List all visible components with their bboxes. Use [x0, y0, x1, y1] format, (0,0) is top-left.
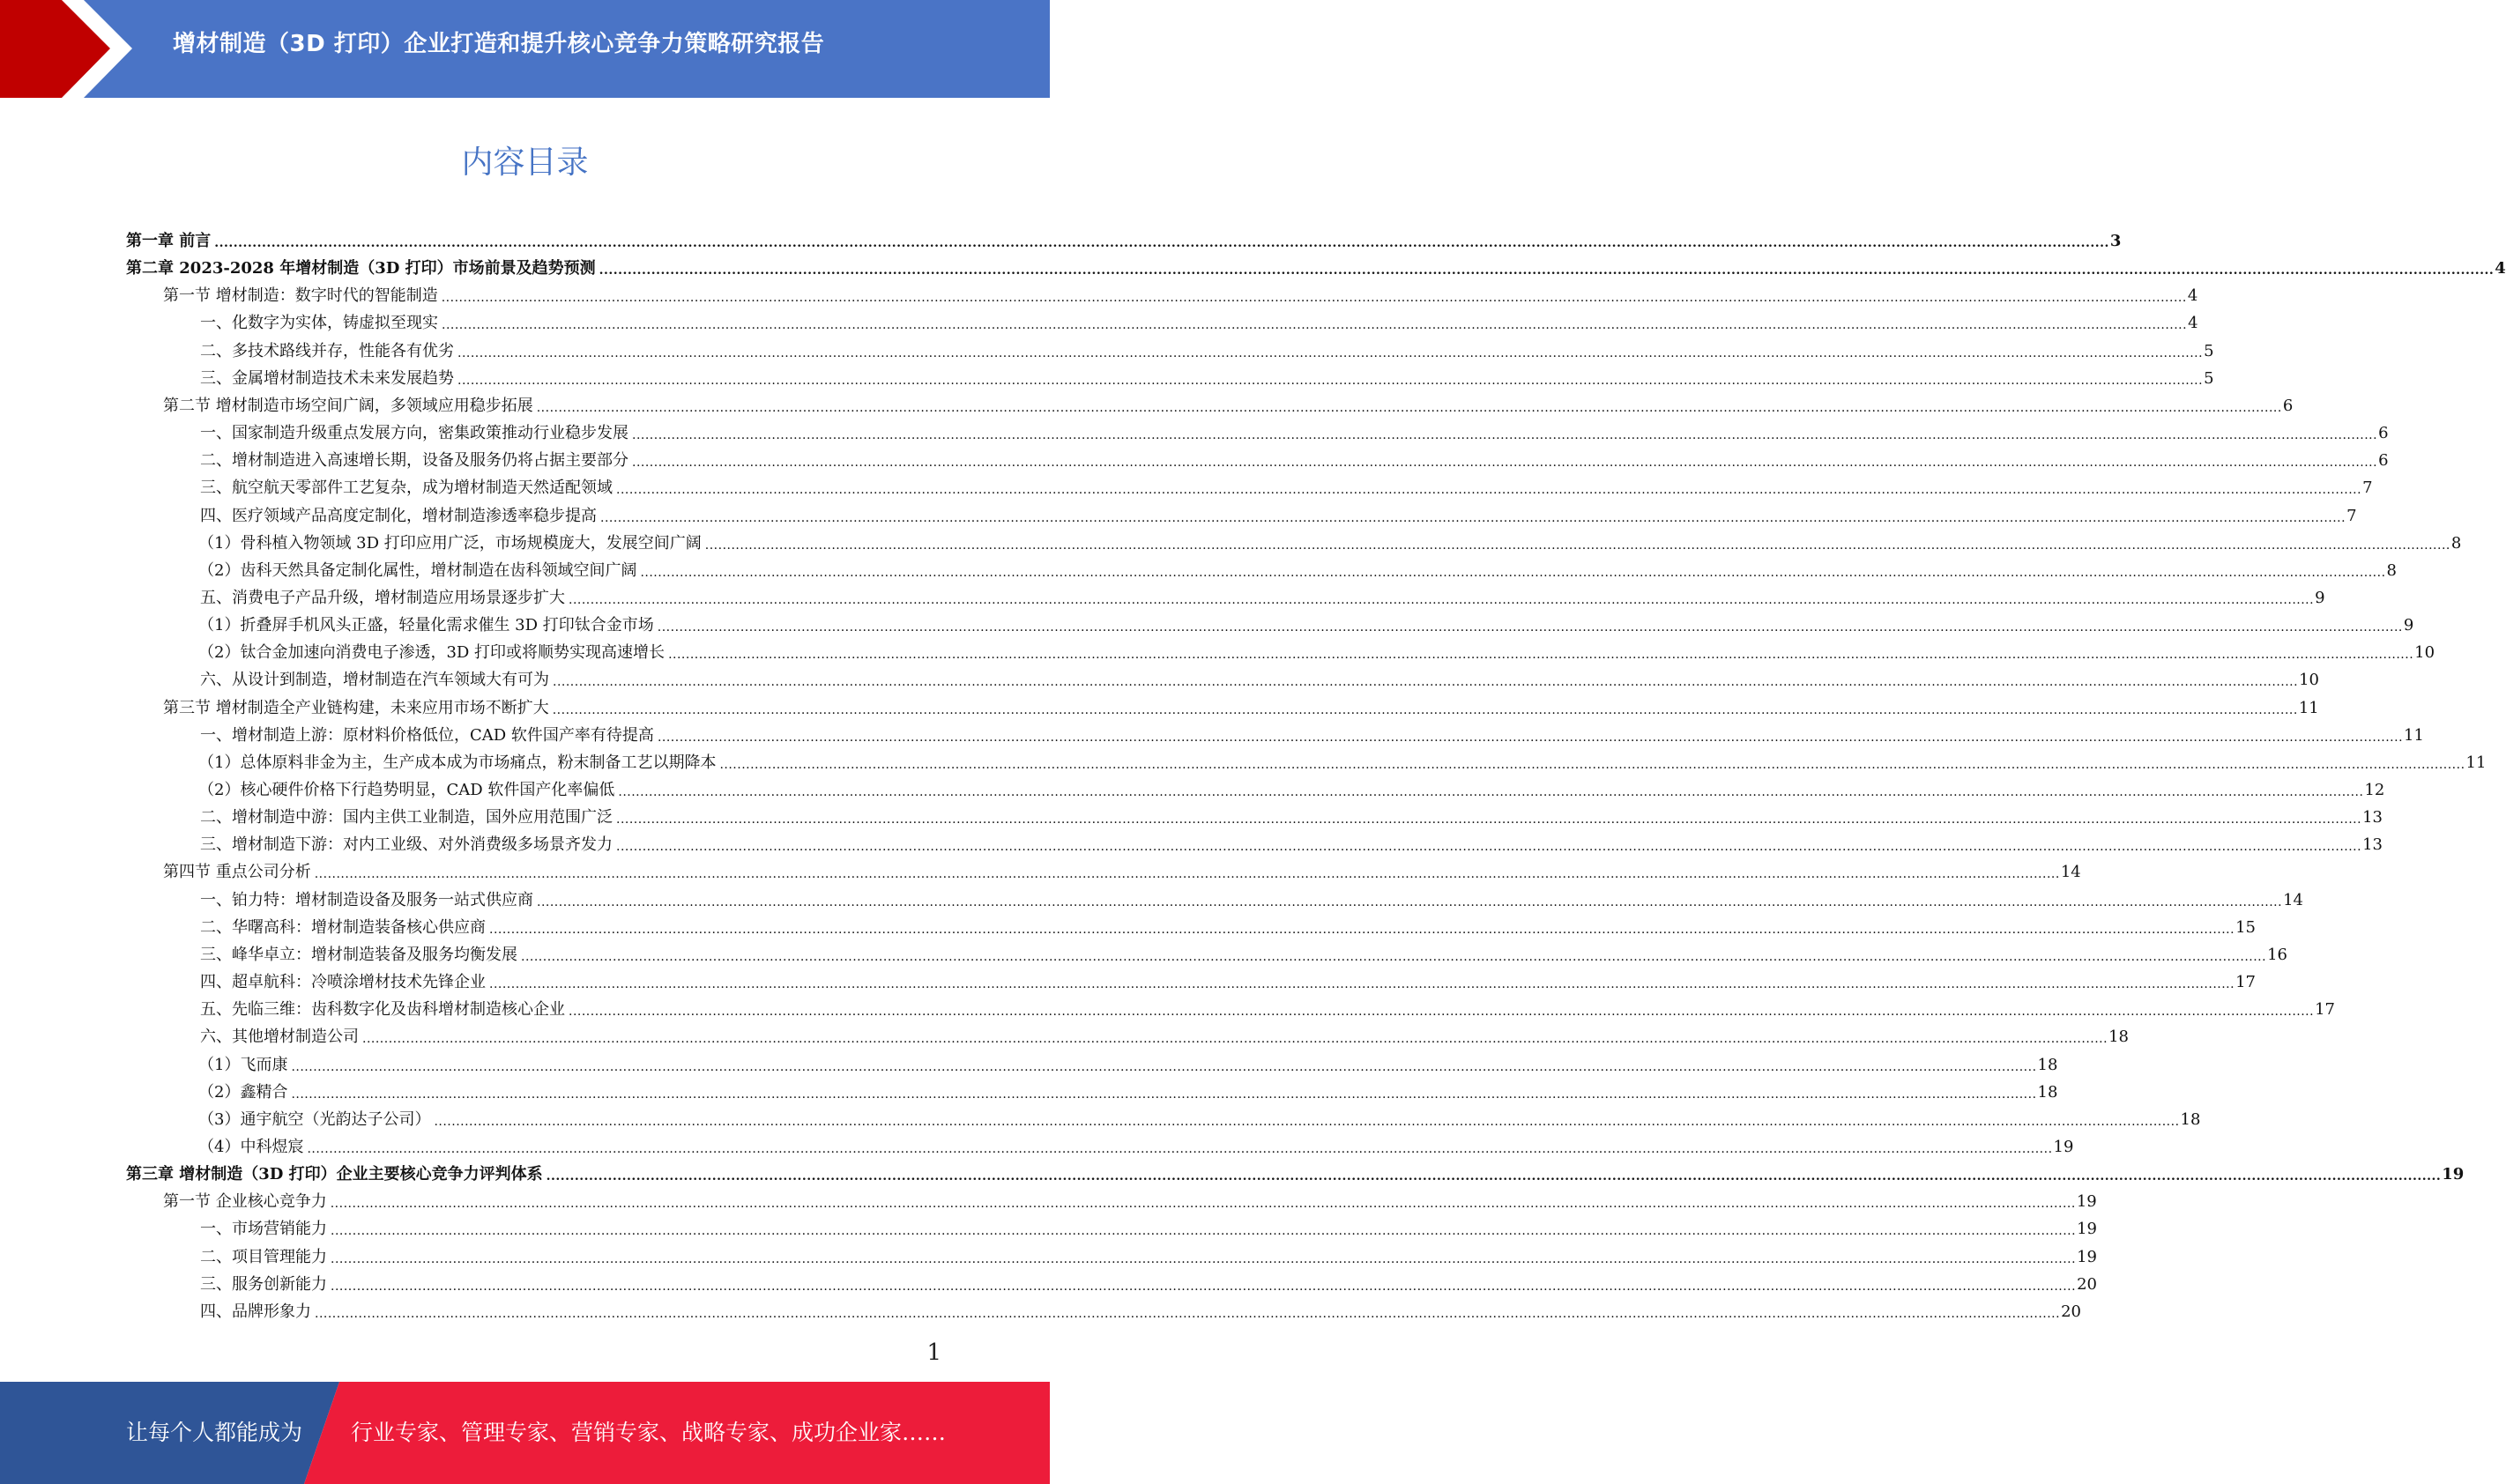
toc-leader-dots: ................................................................................................................................................................................................................................................................................................................................................................................................................ [546, 1169, 2442, 1184]
toc-leader-dots: ................................................................................................................................................................................................................................................................................................................................................................................................................ [618, 785, 2364, 799]
toc-entry[interactable] [126, 1295, 2081, 1322]
toc-entry-label: 四、超卓航科：冷喷涂增材技术先锋企业 [200, 973, 486, 992]
toc-entry[interactable] [126, 938, 2287, 965]
toc-entry[interactable] [126, 1075, 2058, 1102]
toc-leader-dots: ................................................................................................................................................................................................................................................................................................................................................................................................................ [616, 483, 2362, 498]
toc-entry-page: 15 [2235, 917, 2256, 937]
toc-entry-page: 10 [2299, 671, 2319, 690]
toc-entry-page: 16 [2267, 945, 2287, 964]
footer-slogan-left: 让每个人都能成为 [126, 1420, 303, 1445]
page-number: 1 [926, 1339, 941, 1366]
toc-entry-page: 18 [2108, 1028, 2129, 1047]
toc-leader-dots: ................................................................................................................................................................................................................................................................................................................................................................................................................ [719, 757, 2465, 772]
toc-leader-dots: ................................................................................................................................................................................................................................................................................................................................................................................................................ [616, 812, 2362, 827]
toc-entry-label: （1）骨科植入物领域 3D 打印应用广泛，市场规模庞大，发展空间广阔 [198, 533, 702, 553]
toc-entry-page: 17 [2235, 973, 2256, 992]
toc-entry-label: （1）总体原料非金为主，生产成本成为市场痛点，粉末制备工艺以期降本 [198, 753, 717, 772]
toc-entry-label: 一、化数字为实体，铸虚拟至现实 [200, 314, 438, 333]
toc-entry[interactable] [126, 800, 2383, 827]
toc-entry-label: 二、项目管理能力 [200, 1247, 327, 1266]
toc-entry-label: 二、增材制造进入高速增长期，设备及服务仍将占据主要部分 [200, 451, 628, 471]
toc-entry[interactable] [126, 965, 2256, 992]
toc-entry-label: 六、从设计到制造，增材制造在汽车领域大有可为 [200, 671, 549, 690]
toc-entry-page: 11 [2404, 725, 2424, 745]
toc-heading: 内容目录 [461, 145, 589, 181]
toc-leader-dots: ................................................................................................................................................................................................................................................................................................................................................................................................................ [632, 428, 2378, 443]
toc-entry-label: 三、服务创新能力 [200, 1274, 327, 1294]
toc-entry-page: 3 [2109, 232, 2122, 250]
toc-entry[interactable] [126, 1130, 2074, 1157]
toc-entry-page: 19 [2077, 1220, 2097, 1239]
toc-entry-label: 第三节 增材制造全产业链构建，未来应用市场不断扩大 [163, 698, 549, 717]
toc-leader-dots: ................................................................................................................................................................................................................................................................................................................................................................................................................ [552, 702, 2298, 717]
toc-entry-page: 10 [2414, 643, 2435, 663]
toc-entry-page: 17 [2315, 1000, 2335, 1020]
toc-entry[interactable] [126, 1157, 2465, 1184]
toc-entry-label: 五、先临三维：齿科数字化及齿科增材制造核心企业 [200, 1000, 565, 1020]
toc-leader-dots: ................................................................................................................................................................................................................................................................................................................................................................................................................ [291, 1059, 2037, 1074]
toc-entry-label: （1）飞而康 [198, 1055, 288, 1074]
toc-entry-label: 第一节 企业核心竞争力 [163, 1192, 327, 1212]
toc-entry-label: （4）中科煜宸 [198, 1137, 304, 1156]
toc-leader-dots: ................................................................................................................................................................................................................................................................................................................................................................................................................ [457, 345, 2204, 360]
toc-entry-page: 5 [2204, 368, 2214, 388]
toc-entry[interactable] [126, 499, 2357, 526]
toc-leader-dots: ................................................................................................................................................................................................................................................................................................................................................................................................................ [331, 1224, 2077, 1239]
toc-entry-page: 4 [2187, 286, 2198, 306]
toc-leader-dots: ................................................................................................................................................................................................................................................................................................................................................................................................................ [599, 263, 2495, 278]
toc-entry[interactable] [126, 746, 2487, 773]
toc-entry[interactable] [126, 773, 2385, 800]
toc-leader-dots: ................................................................................................................................................................................................................................................................................................................................................................................................................ [489, 977, 2235, 992]
toc-entry-label: （3）通宇航空（光韵达子公司） [198, 1109, 431, 1129]
toc-entry-label: 一、铂力特：增材制造设备及服务一站式供应商 [200, 890, 533, 909]
toc-leader-dots: ................................................................................................................................................................................................................................................................................................................................................................................................................ [536, 400, 2282, 415]
report-title: 增材制造（3D 打印）企业打造和提升核心竞争力策略研究报告 [173, 31, 825, 57]
toc-leader-dots: ................................................................................................................................................................................................................................................................................................................................................................................................................ [569, 1005, 2315, 1020]
toc-entry[interactable] [126, 224, 2122, 251]
toc-entry-page: 7 [2362, 479, 2373, 498]
toc-entry[interactable] [126, 361, 2214, 389]
toc-entry-page: 11 [2298, 698, 2319, 717]
toc-leader-dots: ................................................................................................................................................................................................................................................................................................................................................................................................................ [537, 894, 2283, 909]
toc-entry[interactable] [126, 471, 2373, 498]
toc-leader-dots: ................................................................................................................................................................................................................................................................................................................................................................................................................ [434, 1114, 2180, 1129]
toc-entry[interactable] [126, 306, 2198, 333]
toc-leader-dots: ................................................................................................................................................................................................................................................................................................................................................................................................................ [307, 1141, 2053, 1156]
toc-entry[interactable] [126, 1184, 2097, 1212]
toc-leader-dots: ................................................................................................................................................................................................................................................................................................................................................................................................................ [657, 620, 2403, 635]
toc-entry-label: （2）核心硬件价格下行趋势明显，CAD 软件国产化率偏低 [198, 781, 615, 799]
toc-entry-page: 9 [2403, 616, 2414, 635]
toc-entry-page: 20 [2077, 1274, 2097, 1294]
toc-leader-dots: ................................................................................................................................................................................................................................................................................................................................................................................................................ [291, 1087, 2037, 1102]
toc-entry-label: 三、峰华卓立：增材制造装备及服务均衡发展 [200, 945, 517, 964]
toc-entry-page: 18 [2037, 1055, 2058, 1074]
toc-leader-dots: ................................................................................................................................................................................................................................................................................................................................................................................................................ [489, 922, 2235, 937]
toc-leader-dots: ................................................................................................................................................................................................................................................................................................................................................................................................................ [600, 510, 2346, 525]
toc-entry-page: 9 [2315, 588, 2325, 607]
toc-leader-dots: ................................................................................................................................................................................................................................................................................................................................................................................................................ [214, 236, 2109, 250]
toc-entry-label: 四、品牌形象力 [200, 1302, 311, 1321]
toc-entry-label: 一、增材制造上游：原材料价格低位，CAD 软件国产率有待提高 [200, 725, 654, 745]
toc-entry[interactable] [126, 1267, 2097, 1295]
footer-slogan-right: 行业专家、管理专家、营销专家、战略专家、成功企业家…… [351, 1420, 947, 1445]
toc-leader-dots: ................................................................................................................................................................................................................................................................................................................................................................................................................ [362, 1032, 2108, 1047]
toc-entry[interactable] [126, 416, 2389, 443]
toc-entry[interactable] [126, 553, 2397, 581]
toc-entry[interactable] [126, 608, 2414, 635]
toc-leader-dots: ................................................................................................................................................................................................................................................................................................................................................................................................................ [632, 456, 2378, 471]
toc-entry[interactable] [126, 1212, 2097, 1239]
toc-entry[interactable] [126, 691, 2319, 718]
toc-entry-label: 第三章 增材制造（3D 打印）企业主要核心竞争力评判体系 [126, 1165, 543, 1184]
toc-entry[interactable] [126, 635, 2435, 663]
toc-leader-dots: ................................................................................................................................................................................................................................................................................................................................................................................................................ [442, 318, 2188, 333]
toc-entry-page: 14 [2060, 863, 2081, 882]
toc-entry-label: 第一节 增材制造：数字时代的智能制造 [163, 286, 438, 306]
toc-entry-label: （2）钛合金加速向消费电子渗透，3D 打印或将顺势实现高速增长 [198, 643, 666, 663]
toc-entry-page: 19 [2076, 1192, 2097, 1212]
toc-entry-page: 6 [2378, 451, 2389, 471]
toc-entry[interactable] [126, 526, 2462, 553]
toc-entry-label: （2）齿科天然具备定制化属性，增材制造在齿科领域空间广阔 [198, 560, 637, 580]
toc-entry[interactable] [126, 883, 2303, 910]
toc-entry[interactable] [126, 581, 2325, 608]
toc-leader-dots: ................................................................................................................................................................................................................................................................................................................................................................................................................ [331, 1251, 2077, 1266]
toc-leader-dots: ................................................................................................................................................................................................................................................................................................................................................................................................................ [314, 867, 2060, 882]
toc-entry[interactable] [126, 334, 2214, 361]
toc-leader-dots: ................................................................................................................................................................................................................................................................................................................................................................................................................ [616, 840, 2362, 855]
toc-entry-page: 18 [2037, 1082, 2058, 1102]
toc-entry[interactable] [126, 1240, 2097, 1267]
toc-entry-page: 4 [2495, 259, 2506, 278]
toc-entry-page: 12 [2364, 781, 2385, 799]
toc-entry-page: 19 [2053, 1137, 2074, 1156]
toc-entry-label: 二、多技术路线并存，性能各有优劣 [200, 341, 454, 360]
toc-entry-page: 4 [2188, 314, 2198, 333]
toc-entry-page: 11 [2465, 753, 2487, 772]
toc-entry[interactable] [126, 278, 2198, 306]
toc-leader-dots: ................................................................................................................................................................................................................................................................................................................................................................................................................ [668, 648, 2414, 663]
toc-entry[interactable] [126, 992, 2335, 1020]
toc-entry[interactable] [126, 1102, 2201, 1130]
toc-leader-dots: ................................................................................................................................................................................................................................................................................................................................................................................................................ [315, 1306, 2061, 1321]
page-footer [0, 1382, 1050, 1484]
toc-entry[interactable] [126, 1048, 2058, 1075]
toc-entry-label: 第一章 前言 [126, 232, 212, 250]
toc-entry-page: 20 [2061, 1302, 2081, 1321]
toc-entry-label: 一、国家制造升级重点发展方向，密集政策推动行业稳步发展 [200, 424, 628, 443]
toc-leader-dots: ................................................................................................................................................................................................................................................................................................................................................................................................................ [457, 373, 2204, 388]
toc-entry-label: 第四节 重点公司分析 [163, 863, 311, 882]
toc-entry-label: 二、增材制造中游：国内主供工业制造，国外应用范围广泛 [200, 808, 613, 827]
toc-entry[interactable] [126, 389, 2294, 416]
toc-entry-label: 一、市场营销能力 [200, 1220, 327, 1239]
toc-entry-page: 7 [2346, 506, 2357, 525]
toc-entry[interactable] [126, 251, 2506, 278]
toc-entry-page: 6 [2282, 396, 2294, 415]
toc-entry-label: 三、增材制造下游：对内工业级、对外消费级多场景齐发力 [200, 835, 613, 855]
toc-entry[interactable] [126, 910, 2256, 938]
toc-entry-label: 四、医疗领域产品高度定制化，增材制造渗透率稳步提高 [200, 506, 597, 525]
toc-leader-dots: ................................................................................................................................................................................................................................................................................................................................................................................................................ [553, 675, 2299, 690]
toc-entry-page: 6 [2378, 424, 2389, 443]
toc-leader-dots: ................................................................................................................................................................................................................................................................................................................................................................................................................ [569, 592, 2315, 607]
toc-entry-page: 19 [2077, 1247, 2097, 1266]
toc-entry-label: 三、金属增材制造技术未来发展趋势 [200, 368, 454, 388]
toc-entry-page: 14 [2283, 890, 2303, 909]
toc-entry-label: 三、航空航天零部件工艺复杂，成为增材制造天然适配领域 [200, 479, 613, 498]
toc-entry-label: 第二章 2023-2028 年增材制造（3D 打印）市场前景及趋势预测 [126, 259, 596, 278]
toc-entry[interactable] [126, 855, 2081, 882]
toc-entry-page: 13 [2362, 808, 2383, 827]
toc-entry-label: 第二节 增材制造市场空间广阔，多领域应用稳步拓展 [163, 396, 533, 415]
toc-entry-page: 8 [2386, 560, 2397, 580]
toc-leader-dots: ................................................................................................................................................................................................................................................................................................................................................................................................................ [657, 730, 2404, 745]
toc-entry-label: 五、消费电子产品升级，增材制造应用场景逐步扩大 [200, 588, 565, 607]
toc-entry-page: 18 [2180, 1109, 2201, 1129]
toc-entry-page: 13 [2362, 835, 2383, 855]
toc-entry[interactable] [126, 1020, 2129, 1047]
toc-entry-label: （2）鑫精合 [198, 1082, 288, 1102]
toc-entry-page: 19 [2442, 1165, 2465, 1184]
toc-leader-dots: ................................................................................................................................................................................................................................................................................................................................................................................................................ [331, 1279, 2077, 1294]
toc-entry-page: 5 [2204, 341, 2214, 360]
toc-leader-dots: ................................................................................................................................................................................................................................................................................................................................................................................................................ [521, 949, 2267, 964]
toc-leader-dots: ................................................................................................................................................................................................................................................................................................................................................................................................................ [330, 1197, 2076, 1212]
toc-entry[interactable] [126, 827, 2383, 855]
toc-entry-label: 六、其他增材制造公司 [200, 1028, 359, 1047]
toc-entry[interactable] [126, 443, 2389, 471]
toc-leader-dots: ................................................................................................................................................................................................................................................................................................................................................................................................................ [704, 538, 2450, 553]
page-header [0, 0, 1050, 98]
toc-leader-dots: ................................................................................................................................................................................................................................................................................................................................................................................................................ [640, 565, 2386, 580]
toc-entry-page: 8 [2450, 533, 2462, 553]
toc-entry-label: 二、华曙高科：增材制造装备核心供应商 [200, 917, 486, 937]
toc-entry[interactable] [126, 718, 2424, 746]
toc-entry[interactable] [126, 663, 2319, 690]
toc-entry-label: （1）折叠屏手机风头正盛，轻量化需求催生 3D 打印钛合金市场 [198, 616, 654, 635]
toc-leader-dots: ................................................................................................................................................................................................................................................................................................................................................................................................................ [441, 291, 2187, 306]
